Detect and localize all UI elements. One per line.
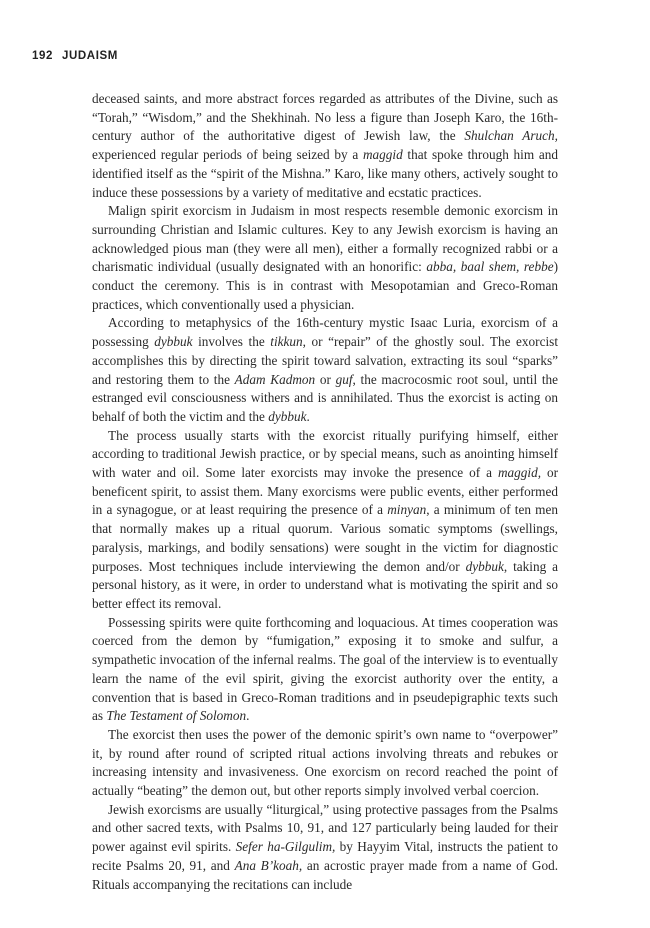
paragraph-1: deceased saints, and more abstract forces regarded as attributes of the Divine, such as “Torah,” “Wisdom,” and the Shekhinah. No less a figure than Joseph Karo, the 16th-century author of the authoritative digest of Jewish law, the Shulchan Aruch, experienced regular periods of being seized by a maggid that spoke through him and identified itself as the “spirit of the Mishna.” Karo, like many others, actively sought to induce these possessions by a variety of meditative and ecstatic practices.: [92, 91, 558, 200]
paragraph-4: The process usually starts with the exorcist ritually purifying himself, either according to traditional Jewish practice, or by special means, such as anointing himself with water and oil. Some later exorcists may invoke the presence of a maggid, or beneficent spirit, to assist them. Many exorcisms were public events, either performed in a synagogue, or at least requiring the presence of a minyan, a minimum of ten men that normally makes up a ritual quorum. Various somatic symptoms (swellings, paralysis, markings, and bodily sensations) were sought in the victim for diagnostic purposes. Most techniques include interviewing the demon and/or dybbuk, taking a personal history, as it were, in order to understand what is motivating the spirit and so better effect its removal.: [92, 427, 558, 611]
italic-term: Sefer ha-Gilgulim,: [235, 839, 336, 855]
running-head: [32, 50, 118, 62]
italic-term: dybbuk: [268, 408, 307, 424]
italic-term: dybbuk: [154, 334, 193, 350]
paragraph-2: Malign spirit exorcism in Judaism in most respects resemble demonic exorcism in surrounding Christian and Islamic cultures. Key to any Jewish exorcism is having an acknowledged pious man (they were all men), either a formally recognized rabbi or a charismatic individual (usually designated with an honorific: abba, baal shem, rebbe) conduct the ceremony. This is in contrast with Mesopotamian and Greco-Roman practices, which conventionally used a physician.: [92, 203, 558, 312]
italic-term: Adam Kadmon: [234, 371, 316, 387]
page-number: 192: [32, 50, 53, 62]
body-text: [92, 90, 558, 894]
section-title: JUDAISM: [62, 50, 118, 62]
italic-term: minyan: [387, 502, 427, 518]
paragraph-6: The exorcist then uses the power of the demonic spirit’s own name to “overpower” it, by round after round of scripted ritual actions involving threats and rebukes or increasing intensity and invasiveness. One exorcism on record reached the point of actually “beating” the demon out, but other reports simply involved verbal coercion.: [92, 726, 558, 799]
italic-term: abba, baal shem, rebbe: [426, 259, 554, 275]
italic-term: Shulchan Aruch,: [464, 128, 558, 144]
italic-term: guf: [335, 371, 353, 387]
italic-term: maggid,: [497, 465, 541, 481]
italic-term: tikkun: [270, 334, 303, 350]
paragraph-3: According to metaphysics of the 16th-century mystic Isaac Luria, exorcism of a possessing dybbuk involves the tikkun, or “repair” of the ghostly soul. The exorcist accomplishes this by directing the spirit toward salvation, extracting its soul “sparks” and restoring them to the Adam Kadmon or guf, the macrocosmic root soul, until the estranged evil consciousness withers and is annihilated. Thus the exorcist is acting on behalf of both the victim and the dybbuk.: [92, 315, 559, 424]
paragraph-7: Jewish exorcisms are usually “liturgical,” using protective passages from the Psalms and other sacred texts, with Psalms 10, 91, and 127 particularly being lauded for their power against evil spirits. Sefer ha-Gilgulim, by Hayyim Vital, instructs the patient to recite Psalms 20, 91, and Ana B’koah, an acrostic prayer made from a name of God. Rituals accompanying the recitations can include: [92, 801, 559, 892]
paragraph-5: Possessing spirits were quite forthcoming and loquacious. At times cooperation was coerced from the demon by “fumigation,” exposing it to smoke and sulfur, a sympathetic invocation of the infernal realms. The goal of the interview is to eventually learn the name of the evil spirit, giving the exorcist authority over the entity, a convention that is based in Greco-Roman traditions and in pseudepigraphic texts such as The Testament of Solomon.: [92, 614, 558, 724]
italic-term: maggid: [362, 147, 403, 163]
italic-term: The Testament of Solomon: [106, 708, 247, 724]
italic-term: Ana B’koah,: [234, 857, 303, 873]
italic-term: dybbuk: [465, 558, 504, 574]
